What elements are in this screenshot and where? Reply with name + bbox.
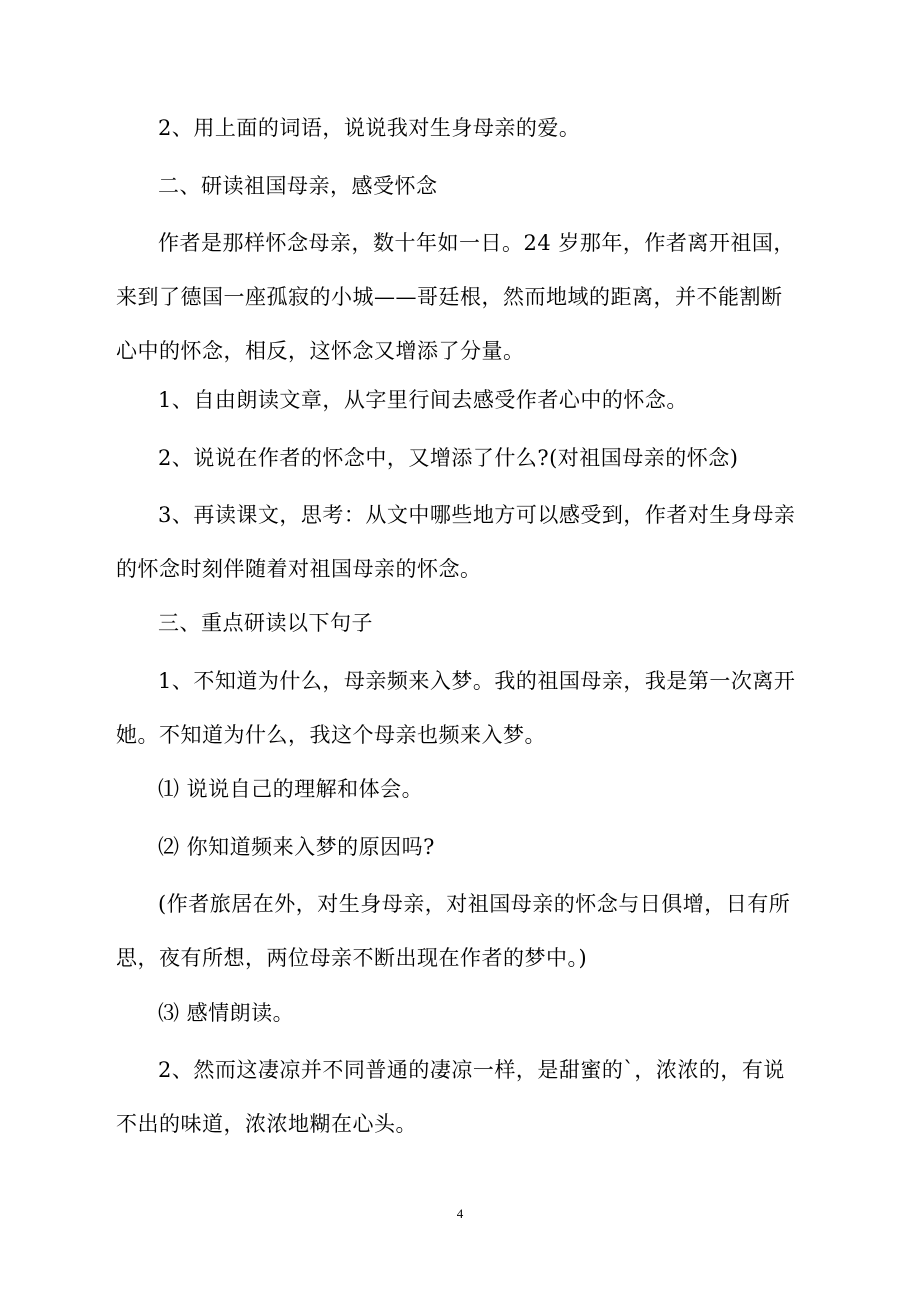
text-line: 她。不知道为什么，我这个母亲也频来入梦。 <box>116 723 546 747</box>
page-number: 4 <box>456 1206 464 1221</box>
text-line: (作者旅居在外，对生身母亲，对祖国母亲的怀念与日俱增，日有所 <box>158 892 791 916</box>
text-line: 不出的味道，浓浓地糊在心头。 <box>116 1112 417 1136</box>
text-line: 3、再读课文，思考：从文中哪些地方可以感受到，作者对生身母亲 <box>158 503 796 527</box>
paragraph-11 <box>116 877 816 985</box>
text-line: 2、用上面的词语，说说我对生身母亲的爱。 <box>158 116 581 140</box>
paragraph-9 <box>116 762 816 816</box>
text-line: ⑴ 说说自己的理解和体会。 <box>158 777 424 801</box>
paragraph-10 <box>116 820 816 874</box>
text-line: 1、自由朗读文章，从字里行间去感受作者心中的怀念。 <box>158 388 688 412</box>
text-line: 2、然而这凄凉并不同普通的凄凉一样，是甜蜜的`，浓浓的，有说 <box>158 1058 785 1082</box>
text-line: 三、重点研读以下句子 <box>158 611 373 635</box>
text-line: 二、研读祖国母亲，感受怀念 <box>158 174 438 198</box>
paragraph-1 <box>116 101 816 155</box>
paragraph-8 <box>116 654 816 762</box>
section-heading-3 <box>116 596 816 650</box>
paragraph-6 <box>116 488 816 596</box>
paragraph-13 <box>116 1043 816 1151</box>
text-line: 作者是那样怀念母亲，数十年如一日。24 岁那年，作者离开祖国， <box>158 231 795 255</box>
section-heading-2 <box>116 159 816 213</box>
paragraph-4 <box>116 373 816 427</box>
text-line: 1、不知道为什么，母亲频来入梦。我的祖国母亲，我是第一次离开 <box>158 669 796 693</box>
text-line: 的怀念时刻伴随着对祖国母亲的怀念。 <box>116 557 482 581</box>
text-line: ⑶ 感情朗读。 <box>158 1001 295 1025</box>
paragraph-3 <box>116 216 816 378</box>
text-line: 心中的怀念，相反，这怀念又增添了分量。 <box>116 339 525 363</box>
text-line: 思，夜有所想，两位母亲不断出现在作者的梦中。) <box>116 946 588 970</box>
paragraph-5 <box>116 431 816 485</box>
paragraph-12 <box>116 986 816 1040</box>
text-line: 2、说说在作者的怀念中，又增添了什么?(对祖国母亲的怀念) <box>158 446 739 470</box>
text-line: 来到了德国一座孤寂的小城——哥廷根，然而地域的距离，并不能割断 <box>116 285 783 309</box>
text-line: ⑵ 你知道频来入梦的原因吗? <box>158 835 435 859</box>
